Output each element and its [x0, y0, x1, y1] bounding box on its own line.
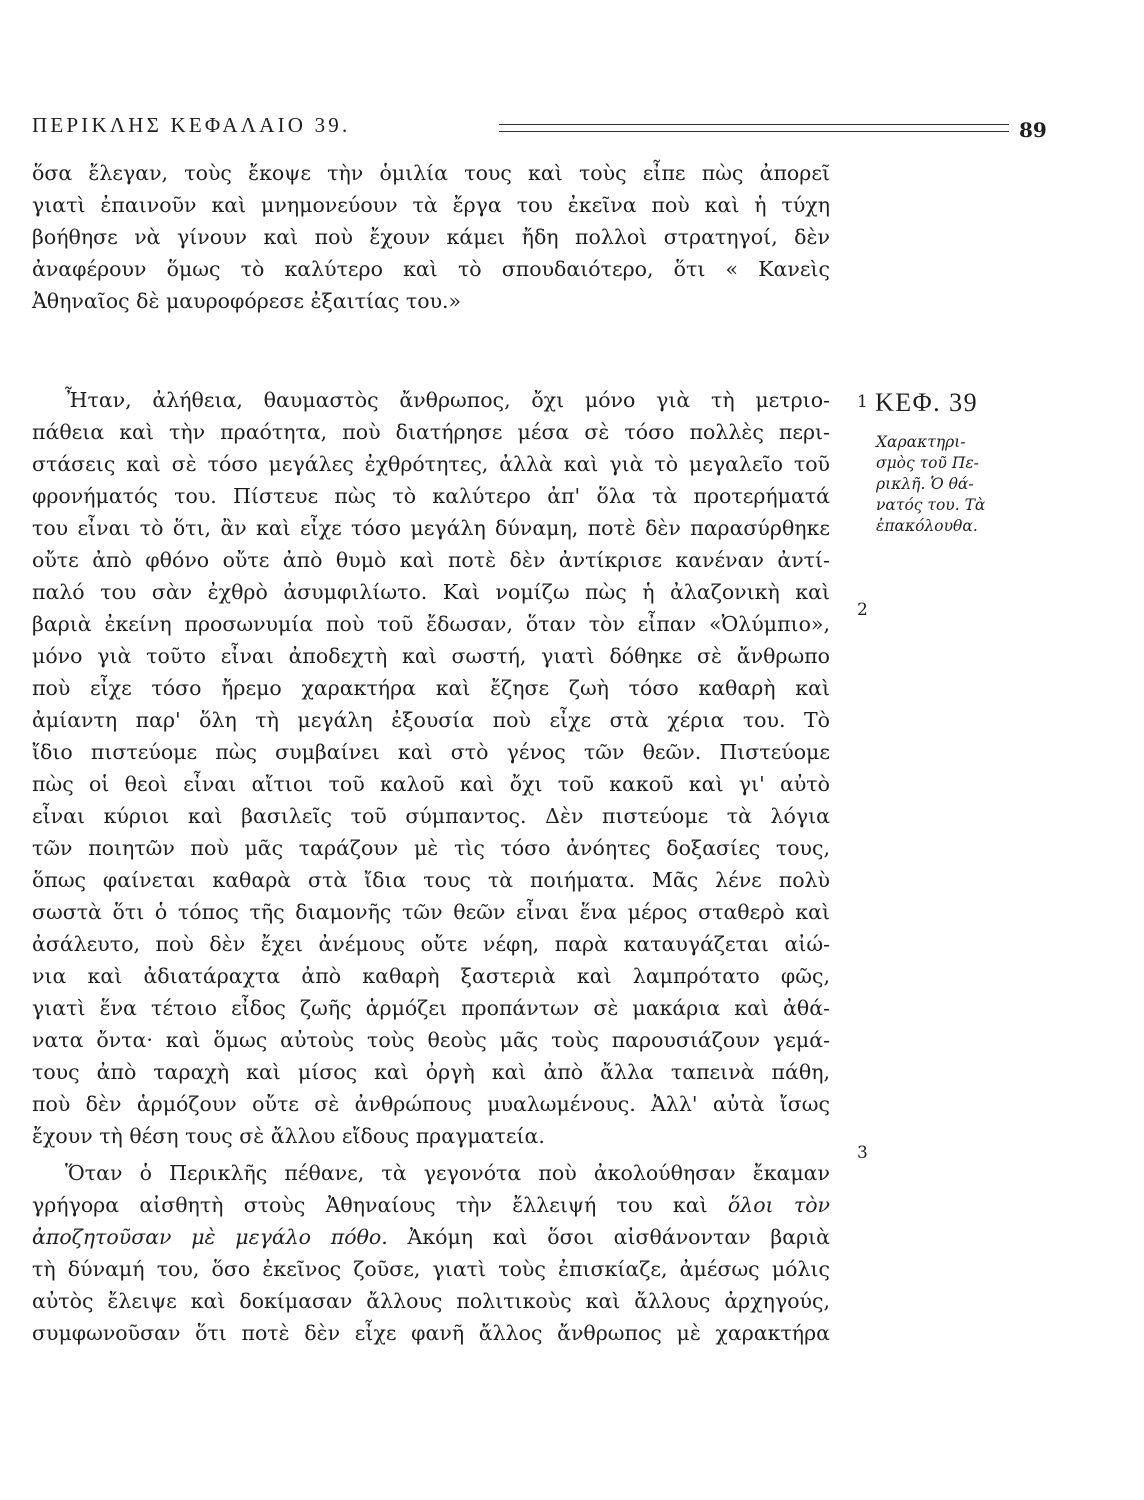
text-line: ἀναφέρουν ὅμως τὸ καλύτερο καὶ τὸ σπουδαιότερο, ὅτι « Κανεὶς: [32, 257, 830, 281]
text-line: μόνο γιὰ τοῦτο εἶναι ἀποδεχτὴ καὶ σωστή, γιατὶ δόθηκε σὲ ἄνθρωπο: [32, 644, 830, 668]
margin-note-line: Χαρακτηρι-: [876, 433, 966, 451]
margin-note-line: ρικλῆ. Ὁ θά-: [876, 475, 974, 493]
text-segment: γρήγορα αἰσθητὴ στοὺς Ἀθηναίους τὴν ἔλλειψή του καὶ: [32, 1193, 728, 1217]
text-line: ποὺ εἶχε τόσο ἤρεμο χαρακτήρα καὶ ἔζησε ζωὴ τόσο καθαρὴ καὶ: [32, 676, 830, 700]
text-line: στάσεις καὶ σὲ τόσο μεγάλες ἐχθρότητες, ἀλλὰ καὶ γιὰ τὸ μεγαλεῖο τοῦ: [32, 452, 830, 476]
margin-note-line: νατός του. Τὰ: [876, 496, 986, 514]
page-number: 89: [1019, 118, 1047, 142]
header-title: ΠΕΡΙΚΛΗΣ ΚΕΦΑΛΑΙΟ 39.: [32, 113, 351, 137]
text-line: βοήθησε νὰ γίνουν καὶ ποὺ ἔχουν κάμει ἤδη πολλοὶ στρατηγοί, δὲν: [32, 225, 830, 249]
text-line: φρονήματός του. Πίστευε πὼς τὸ καλύτερο ἀπ' ὅλα τὰ προτερήματά: [32, 484, 830, 508]
text-line: του εἶναι τὸ ὅτι, ἂν καὶ εἶχε τόσο μεγάλη δύναμη, ποτὲ δὲν παρασύρθηκε: [32, 516, 830, 540]
text-line: νια καὶ ἀδιατάραχτα ἀπὸ καθαρὴ ξαστεριὰ καὶ λαμπρότατο φῶς,: [32, 964, 830, 988]
text-line: οὔτε ἀπὸ φθόνο οὔτε ἀπὸ θυμὸ καὶ ποτὲ δὲν ἀντίκρισε κανέναν ἀντί-: [32, 548, 830, 572]
text-line: συμφωνοῦσαν ὅτι ποτὲ δὲν εἶχε φανῆ ἄλλος ἄνθρωπος μὲ χαρακτήρα: [32, 1321, 830, 1345]
text-line: [32, 1189, 830, 1221]
text-line: τῶν ποιητῶν ποὺ μᾶς ταράζουν μὲ τὶς τόσο ἀνόητες δοξασίες τους,: [32, 836, 830, 860]
text-line: ἔχουν τὴ θέση τους σὲ ἄλλου εἴδους πραγματεία.: [32, 1124, 545, 1148]
text-line: Ἦταν, ἀλήθεια, θαυμαστὸς ἄνθρωπος, ὄχι μόνο γιὰ τὴ μετριο-: [65, 388, 830, 412]
running-header: [32, 110, 1062, 144]
text-line: Ἀθηναῖος δὲ μαυροφόρεσε ἐξαιτίας του.»: [32, 289, 462, 313]
header-double-rule: [499, 124, 1009, 132]
text-line: [32, 1221, 830, 1253]
text-line: παλό του σὰν ἐχθρὸ ἀσυμφιλίωτο. Καὶ νομίζω πὼς ἡ ἀλαζονικὴ καὶ: [32, 580, 830, 604]
text-line: ἴδιο πιστεύομε πὼς συμβαίνει καὶ στὸ γένος τῶν θεῶν. Πιστεύομε: [32, 740, 830, 764]
text-line: σωστὰ ὅτι ὁ τόπος τῆς διαμονῆς τῶν θεῶν εἶναι ἕνα μέρος σταθερὸ καὶ: [32, 900, 830, 924]
text-line: τὴ δύναμή του, ὅσο ἐκεῖνος ζοῦσε, γιατὶ τοὺς ἐπισκίαζε, ἀμέσως μόλις: [32, 1257, 830, 1281]
text-line: ἀμίαντη παρ' ὅλη τὴ μεγάλη ἐξουσία ποὺ εἶχε στὰ χέρια του. Τὸ: [32, 708, 830, 732]
text-line: εἶναι κύριοι καὶ βασιλεῖς τοῦ σύμπαντος. Δὲν πιστεύομε τὰ λόγια: [32, 804, 830, 828]
text-line: ἀσάλευτο, ποὺ δὲν ἔχει ἀνέμους οὔτε νέφη, παρὰ καταυγάζεται αἰώ-: [32, 932, 830, 956]
text-line: αὐτὸς ἔλειψε καὶ δοκίμασαν ἄλλους πολιτικοὺς καὶ ἄλλους ἀρχηγούς,: [32, 1289, 830, 1313]
text-line: ὅπως φαίνεται καθαρὰ στὰ ἴδια τους τὰ ποιήματα. Μᾶς λένε πολὺ: [32, 868, 830, 892]
margin-note-line: σμὸς τοῦ Πε-: [876, 454, 979, 472]
text-line: πάθεια καὶ τὴν πραότητα, ποὺ διατήρησε μέσα σὲ τόσο πολλὲς περι-: [32, 420, 830, 444]
text-line: τους ἀπὸ ταραχὴ καὶ μίσος καὶ ὀργὴ καὶ ἀπὸ ἄλλα ταπεινὰ πάθη,: [32, 1060, 830, 1084]
text-line: πὼς οἱ θεοὶ εἶναι αἴτιοι τοῦ καλοῦ καὶ ὄχι τοῦ κακοῦ καὶ γι' αὐτὸ: [32, 772, 830, 796]
paragraph-number: 3: [857, 1143, 868, 1163]
text-line: ποὺ δὲν ἁρμόζουν οὔτε σὲ ἀνθρώπους μυαλωμένους. Ἀλλ' αὐτὰ ἴσως: [32, 1092, 830, 1116]
margin-note-line: ἐπακόλουθα.: [876, 517, 978, 535]
emphasis-text: ἀποζητοῦσαν μὲ μεγάλο πόθο.: [32, 1225, 388, 1249]
emphasis-text: ὅλοι τὸν: [727, 1193, 830, 1217]
text-line: γιατὶ ἕνα τέτοιο εἶδος ζωῆς ἁρμόζει προπάντων σὲ μακάρια καὶ ἀθά-: [32, 996, 830, 1020]
paragraph-number: 1: [857, 392, 868, 412]
text-segment: Ἀκόμη καὶ ὅσοι αἰσθάνονταν βαριὰ: [387, 1225, 830, 1249]
paragraph-number: 2: [857, 600, 868, 620]
text-line: νατα ὄντα· καὶ ὅμως αὐτοὺς τοὺς θεοὺς μᾶς τοὺς παρουσιάζουν γεμά-: [32, 1028, 830, 1052]
text-line: Ὅταν ὁ Περικλῆς πέθανε, τὰ γεγονότα ποὺ ἀκολούθησαν ἔκαμαν: [65, 1161, 830, 1185]
margin-note: [875, 388, 1045, 537]
margin-note-heading: ΚΕΦ. 39: [875, 388, 979, 417]
text-line: βαριὰ ἐκείνη προσωνυμία ποὺ τοῦ ἔδωσαν, ὅταν τὸν εἶπαν «Ὀλύμπιο»,: [32, 612, 830, 636]
text-line: γιατὶ ἐπαινοῦν καὶ μνημονεύουν τὰ ἔργα του ἐκεῖνα ποὺ καὶ ἡ τύχη: [32, 193, 830, 217]
text-line: ὅσα ἔλεγαν, τοὺς ἔκοψε τὴν ὁμιλία τους καὶ τοὺς εἶπε πὼς ἀπορεῖ: [32, 161, 830, 185]
